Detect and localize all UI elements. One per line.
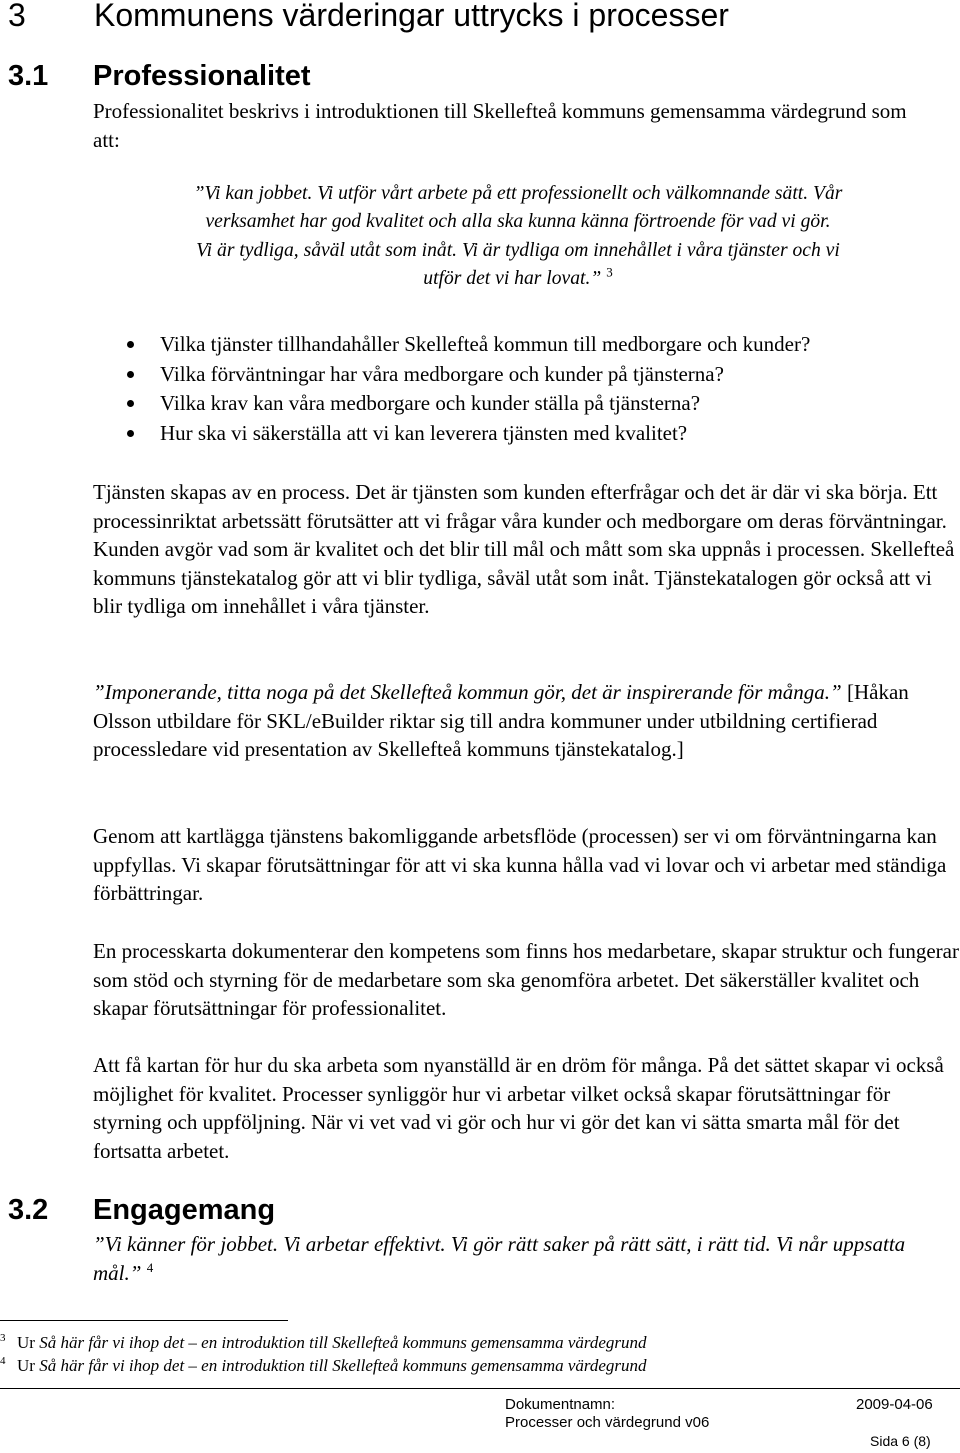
footnote-ref: 4 (146, 1259, 154, 1275)
mapping-paragraph: Genom att kartlägga tjänstens bakomliggande arbetsflöde (processen) ser vi om förväntningarna kan uppfyllas. Vi skapar förutsättningar för att vi ska kunna hålla vad vi lovar och vi arbetar med ständiga förbättringar. (93, 824, 947, 906)
chapter-title: Kommunens värderingar uttrycks i processer (94, 0, 729, 33)
quote-line: verksamhet har god kvalitet och alla ska kunna känna förtroende för vad vi gör. (205, 211, 831, 233)
document-name: Processer och värdegrund v06 (505, 1414, 710, 1431)
document-name-label: Dokumentnamn: (505, 1396, 616, 1413)
quote-line: utför det vi har lovat.” $^3$ (423, 264, 613, 290)
testimonial-paragraph (93, 678, 960, 764)
testimonial-quote: ”Imponerande, titta noga på det Skellefteå kommun gör, det är inspirerande för många.” (93, 680, 842, 704)
page-number: Sida 6 (8) (870, 1433, 931, 1449)
bullet-icon (127, 371, 134, 378)
bullet-icon (127, 341, 134, 348)
list-item: Hur ska vi säkerställa att vi kan leverera tjänsten med kvalitet? (93, 419, 810, 449)
footnote-ref: 3 (606, 264, 613, 280)
list-item: Vilka tjänster tillhandahåller Skellefteå kommun till medborgare och kunder? (93, 330, 810, 360)
values-quote (93, 180, 943, 294)
question-list (93, 330, 810, 448)
document-date: 2009-04-06 (856, 1396, 933, 1413)
section-title: Engagemang (93, 1194, 276, 1226)
chapter-heading (8, 0, 729, 34)
process-map-paragraph: En processkarta dokumenterar den kompetens som finns hos medarbetare, skapar struktur och fungerar som stöd och styrning för de medarbetare som ska genomföra arbetet. Det säkerställer kvalitet och skapar förutsättningar för professionalitet. (93, 939, 959, 1021)
bullet-icon (127, 430, 134, 437)
intro-paragraph: Professionalitet beskrivs i introduktionen till Skellefteå kommuns gemensamma värdegrund som att: (93, 99, 907, 152)
quote-line: Vi är tydliga, såväl utåt som inåt. Vi är tydliga om innehållet i våra tjänster och vi (196, 239, 840, 261)
new-employee-paragraph: Att få kartan för hur du ska arbeta som nyanställd är en dröm för många. På det sättet skapar vi också möjlighet för kvalitet. Processer synliggör hur vi arbetar vilket också skapar förutsättningar för styrning och uppföljning. När vi vet vad vi gör och hur vi gör det kan vi sätta smarta mål för det fortsatta arbetet. (93, 1053, 944, 1163)
section-number: 3.1 (8, 60, 49, 92)
section-heading-3-1 (8, 60, 311, 93)
footer-separator (0, 1388, 960, 1389)
footnote-separator (0, 1320, 288, 1321)
section-title: Professionalitet (93, 60, 311, 92)
testimonial-attribution: [Håkan Olsson utbildare för SKL/eBuilder riktar sig till andra kommuner under utbildning certifierad processledare vid presentation av Skellefteå kommuns tjänstekatalog.] (93, 680, 909, 762)
bullet-icon (127, 400, 134, 407)
section-heading-3-2 (8, 1194, 275, 1227)
section-number: 3.2 (8, 1194, 49, 1226)
process-paragraph: Tjänsten skapas av en process. Det är tjänsten som kunden efterfrågar och det är där vi ska börja. Ett processinriktat arbetssätt förutsätter att vi frågar våra kunder och medborgare om deras förväntningar. Kunden avgör vad som är kvalitet och det blir till mål och mått som ska uppnås i processen. Skellefteå kommuns tjänstekatalog gör att vi blir tydliga, såväl utåt som inåt. Tjänstekatalogen gör också att vi blir tydliga om innehållet i våra tjänster. (93, 480, 955, 619)
list-item: Vilka förväntningar har våra medborgare och kunder på tjänsterna? (93, 360, 810, 390)
list-item: Vilka krav kan våra medborgare och kunder ställa på tjänsterna? (93, 389, 810, 419)
footnote: 3 Ur Så här får vi ihop det – en introduktion till Skellefteå kommuns gemensamma värdegrund (0, 1332, 647, 1352)
footnote: 4 Ur Så här får vi ihop det – en introduktion till Skellefteå kommuns gemensamma värdegrund (0, 1355, 647, 1375)
chapter-number: 3 (8, 0, 26, 33)
quote-line: ”Vi kan jobbet. Vi utför vårt arbete på ett professionellt och välkomnande sätt. Vår (193, 183, 843, 204)
engagement-quote: ”Vi känner för jobbet. Vi arbetar effektivt. Vi gör rätt saker på rätt sätt, i rätt tid. Vi når uppsatta mål.” $^4$ (93, 1232, 906, 1285)
